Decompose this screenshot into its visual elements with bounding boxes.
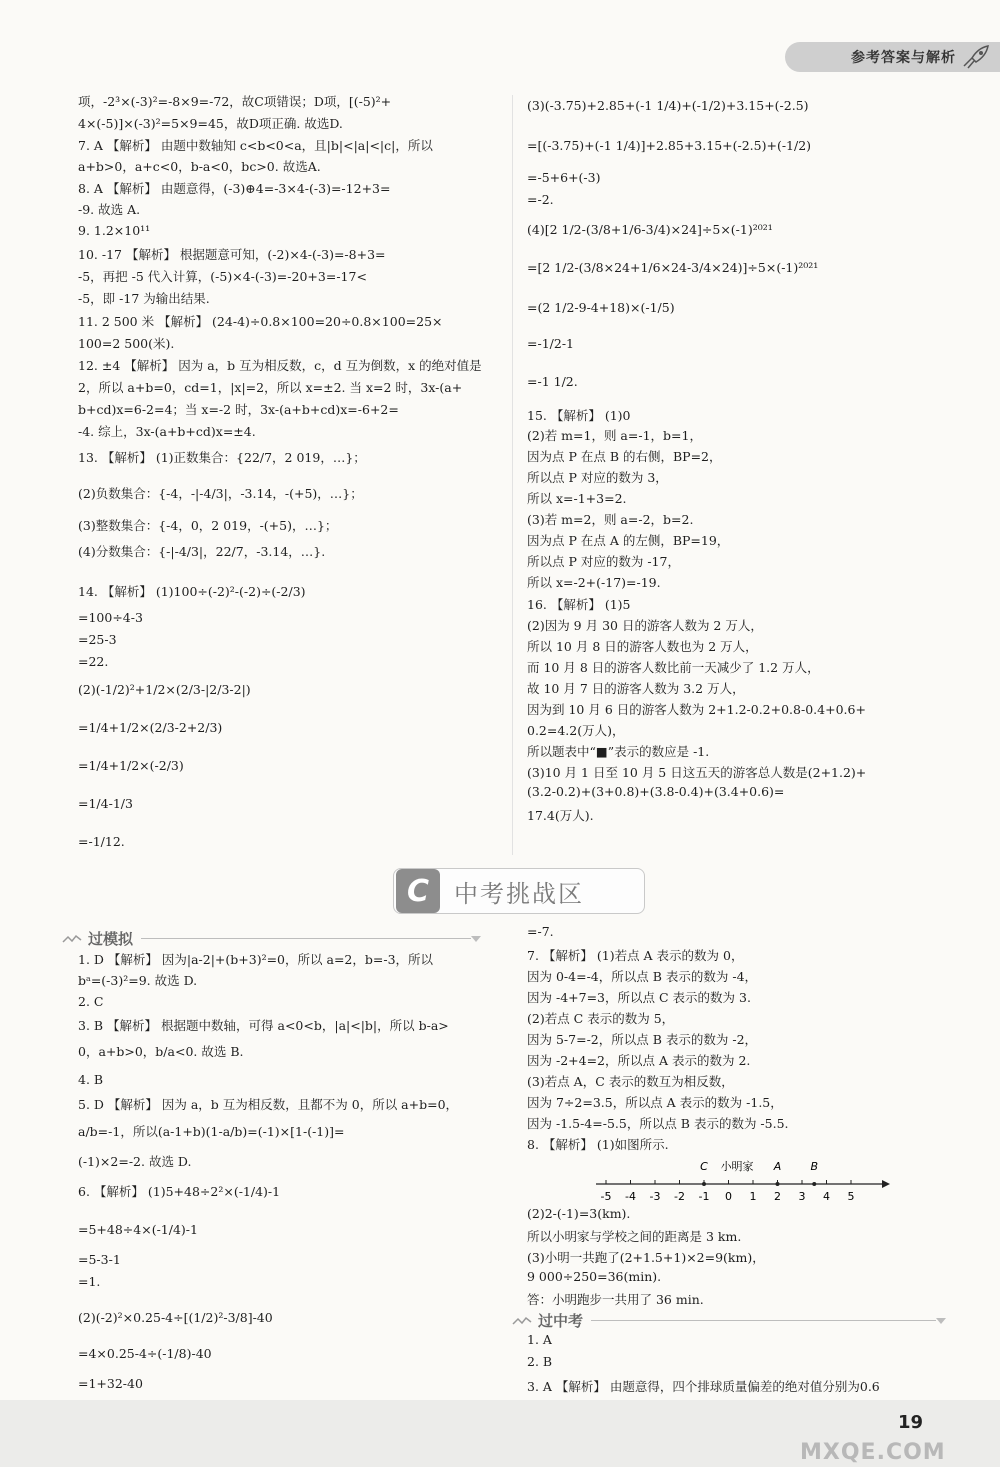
text-line: =-2. [527,192,554,207]
text-line: =(2 1/2-9-4+18)×(-1/5) [527,300,675,315]
text-line: 13. 【解析】 (1)正数集合：{22/7，2 019，…}； [78,450,366,465]
number-line-diagram [592,1158,892,1210]
text-line: (3)(-3.75)+2.85+(-1 1/4)+(-1/2)+3.15+(-2.5) [527,98,809,113]
text-line: (3)若 m=2，则 a=-2，b=2. [527,512,694,527]
text-line: -5，再把 -5 代入计算，(-5)×4-(-3)=-20+3=-17< [78,269,367,284]
text-line: 10. -17 【解析】 根据题意可知，(-2)×4-(-3)=-8+3= [78,247,386,262]
text-line: a/b=-1，所以(a-1+b)(1-a/b)=(-1)×[1-(-1)]= [78,1124,345,1139]
text-line: 8. A 【解析】 由题意得，(-3)⊕4=-3×4-(-3)=-12+3= [78,181,391,196]
text-line: (4)[2 1/2-(3/8+1/6-3/4)×24]÷5×(-1)²⁰²¹ [527,222,773,237]
text-line: 因为到 10 月 6 日的游客人数为 2+1.2-0.2+0.8-0.4+0.6+ [527,702,866,717]
number-line-tick-label: 1 [749,1190,757,1203]
text-line: 9 000÷250=36(min). [527,1269,662,1284]
number-line-tick-label: 2 [774,1190,781,1203]
text-line: 5. D 【解析】 因为 a，b 互为相反数，且都不为 0，所以 a+b=0， [78,1097,459,1112]
text-line: 6. 【解析】 (1)5+48÷2²×(-1/4)-1 [78,1184,281,1199]
section-title: 过模拟 [88,930,134,948]
number-line-tick-label: -5 [600,1190,612,1203]
text-line: (3)小明一共跑了(2+1.5+1)×2=9(km)， [527,1250,765,1265]
text-line: 17.4(万人). [527,808,594,823]
text-line: (2)若点 C 表示的数为 5， [527,1011,675,1026]
badge-title: 中考挑战区 [454,879,584,908]
text-line: 0，a+b>0，b/a<0. 故选 B. [78,1044,244,1059]
text-line: 100=2 500(米). [78,336,175,351]
number-line-tick-label: -1 [698,1190,710,1203]
text-line: 答：小明跑步一共用了 36 min. [527,1292,704,1307]
text-line: 2. B [527,1354,553,1369]
section-title: 过中考 [538,1312,584,1330]
heading-arrow-icon [936,1318,946,1324]
number-line-tick-label: -2 [674,1190,685,1203]
text-line: =[(-3.75)+(-1 1/4)]+2.85+3.15+(-2.5)+(-1/2) [527,138,812,153]
text-line: 0.2=4.2(万人)， [527,723,625,738]
text-line: 7. A 【解析】 由题中数轴知 c<b<0<a，且|b|<|a|<|c|，所以 [78,138,433,153]
text-line: 11. 2 500 米 【解析】 (24-4)÷0.8×100=20÷0.8×100=25× [78,314,443,329]
number-line-point-label: B [810,1160,819,1173]
text-line: 7. 【解析】 (1)若点 A 表示的数为 0， [527,948,744,963]
text-line: (2)2-(-1)=3(km). [527,1206,631,1221]
text-line: 故 10 月 7 日的游客人数为 3.2 万人， [527,681,745,696]
text-line: 1. D 【解析】 因为|a-2|+(b+3)²=0，所以 a=2，b=-3，所以 [78,952,434,967]
number-line-tick-label: -3 [649,1190,661,1203]
number-line-point [812,1182,816,1186]
rocket-icon [960,44,990,70]
text-line: 所以 10 月 8 日的游客人数也为 2 万人， [527,639,758,654]
text-line: a+b>0，a+c<0，b-a<0，bc>0. 故选A. [78,159,321,174]
page-number: 19 [898,1412,924,1433]
text-line: 12. ±4 【解析】 因为 a，b 互为相反数，c，d 互为倒数，x 的绝对值是 [78,358,482,373]
text-line: 项，-2³×(-3)²=-8×9=-72，故C项错误；D项，[(-5)²+ [78,94,392,109]
header-title: 参考答案与解析 [851,50,956,66]
badge-letter: C [396,869,440,913]
number-line-tick-label: 4 [823,1190,830,1203]
text-line: 所以 x=-1+3=2. [527,491,627,506]
text-line: =1/4+1/2×(-2/3) [78,758,184,773]
number-line-point [702,1182,706,1186]
text-line: bᵃ=(-3)²=9. 故选 D. [78,973,198,988]
text-line: 15. 【解析】 (1)0 [527,408,631,423]
text-line: (2)负数集合：{-4，-|-4/3|，-3.14，-(+5)，…}； [78,486,363,501]
text-line: b+cd)x=6-2=4；当 x=-2 时，3x-(a+b+cd)x=-6+2= [78,402,399,417]
watermark: MXQE.COM [800,1440,946,1465]
text-line: =-5+6+(-3) [527,170,601,185]
text-line: 2. C [78,994,104,1009]
text-line: =1+32-40 [78,1376,143,1391]
text-line: 因为点 P 在点 A 的左侧，BP=19， [527,533,730,548]
text-line: 所以点 P 对应的数为 3， [527,470,668,485]
heading-arrow-icon [471,936,481,942]
text-line: 而 10 月 8 日的游客人数比前一天减少了 1.2 万人， [527,660,820,675]
number-line-point [776,1182,780,1186]
text-line: 因为 -4+7=3，所以点 C 表示的数为 3. [527,990,751,1005]
text-line: 因为 -1.5-4=-5.5，所以点 B 表示的数为 -5.5. [527,1116,789,1131]
text-line: (3)若点 A，C 表示的数互为相反数， [527,1074,734,1089]
text-line: 9. 1.2×10¹¹ [78,223,151,238]
text-line: 8. 【解析】 (1)如图所示. [527,1137,669,1152]
text-line: (2)(-2)²×0.25-4÷[(1/2)²-3/8]-40 [78,1310,273,1325]
text-line: 14. 【解析】 (1)100÷(-2)²-(-2)÷(-2/3) [78,584,306,599]
text-line: 16. 【解析】 (1)5 [527,597,631,612]
text-line: (4)分数集合：{-|-4/3|，22/7，-3.14，…}. [78,544,326,559]
text-line: -5，即 -17 为输出结果. [78,291,210,306]
section-badge [393,868,645,914]
text-line: =1/4+1/2×(2/3-2+2/3) [78,720,223,735]
text-line: =-1/2-1 [527,336,574,351]
text-line: (3.2-0.2)+(3+0.8)+(3.8-0.4)+(3.4+0.6)= [527,784,785,799]
text-line: 因为 0-4=-4，所以点 B 表示的数为 -4， [527,969,758,984]
text-line: (2)(-1/2)²+1/2×(2/3-|2/3-2|) [78,682,251,697]
section-heading-exam [512,1310,946,1331]
text-line: 3. B 【解析】 根据题中数轴，可得 a<0<b，|a|<|b|，所以 b-a> [78,1018,449,1033]
text-line: =5-3-1 [78,1252,121,1267]
number-line-arrow-icon [882,1180,890,1188]
heading-rule [141,938,471,939]
text-line: 因为点 P 在点 B 的右侧，BP=2， [527,449,722,464]
text-line: =5+48÷4×(-1/4)-1 [78,1222,198,1237]
number-line-tick-label: 5 [847,1190,855,1203]
number-line-point-label: C [700,1160,708,1173]
text-line: (2)因为 9 月 30 日的游客人数为 2 万人， [527,618,763,633]
text-line: 因为 5-7=-2，所以点 B 表示的数为 -2， [527,1032,758,1047]
text-line: =100÷4-3 [78,610,143,625]
number-line-tick-label: 3 [798,1190,806,1203]
text-line: 2，所以 a+b=0，cd=1，|x|=2，所以 x=±2. 当 x=2 时，3x-(a+ [78,380,463,395]
number-line-tick-label: -4 [625,1190,636,1203]
text-line: =-1/12. [78,834,125,849]
text-line: =-1 1/2. [527,374,578,389]
heading-deco-icon [62,934,82,944]
text-line: 所以 x=-2+(-17)=-19. [527,575,661,590]
text-line: =1. [78,1274,101,1289]
text-line: (2)若 m=1，则 a=-1，b=1， [527,428,702,443]
number-line-point-label: A [773,1160,782,1173]
text-line: 因为 7÷2=3.5，所以点 A 表示的数为 -1.5， [527,1095,783,1110]
text-line: =4×0.25-4÷(-1/8)-40 [78,1346,212,1361]
text-line: -9. 故选 A. [78,202,141,217]
text-line: 所以小明家与学校之间的距离是 3 km. [527,1229,742,1244]
text-line: =-7. [527,924,554,939]
column-divider [512,95,513,855]
text-line: =22. [78,654,109,669]
number-line-tick-label: 0 [725,1190,732,1203]
text-line: 所以点 P 对应的数为 -17， [527,554,680,569]
heading-deco-icon [512,1316,532,1326]
text-line: 4. B [78,1072,104,1087]
text-line: (3)10 月 1 日至 10 月 5 日这五天的游客总人数是(2+1.2)+ [527,765,867,780]
number-line-point-label: 小明家 [720,1160,754,1173]
text-line: 1. A [527,1332,552,1347]
text-line: =25-3 [78,632,117,647]
heading-rule [591,1320,936,1321]
text-line: -4. 综上，3x-(a+b+cd)x=±4. [78,424,256,439]
text-line: 3. A 【解析】 由题意得，四个排球质量偏差的绝对值分别为0.6 [527,1379,880,1394]
section-heading-mock [62,928,481,949]
text-line: 因为 -2+4=2，所以点 A 表示的数为 2. [527,1053,751,1068]
text-line: (3)整数集合：{-4，0，2 019，-(+5)，…}； [78,518,338,533]
text-line: =[2 1/2-(3/8×24+1/6×24-3/4×24)]÷5×(-1)²⁰²¹ [527,260,819,275]
text-line: (-1)×2=-2. 故选 D. [78,1154,192,1169]
text-line: =1/4-1/3 [78,796,133,811]
text-line: 所以题表中“■”表示的数应是 -1. [527,744,710,759]
text-line: 4×(-5)]×(-3)²=5×9=45，故D项正确. 故选D. [78,116,343,131]
